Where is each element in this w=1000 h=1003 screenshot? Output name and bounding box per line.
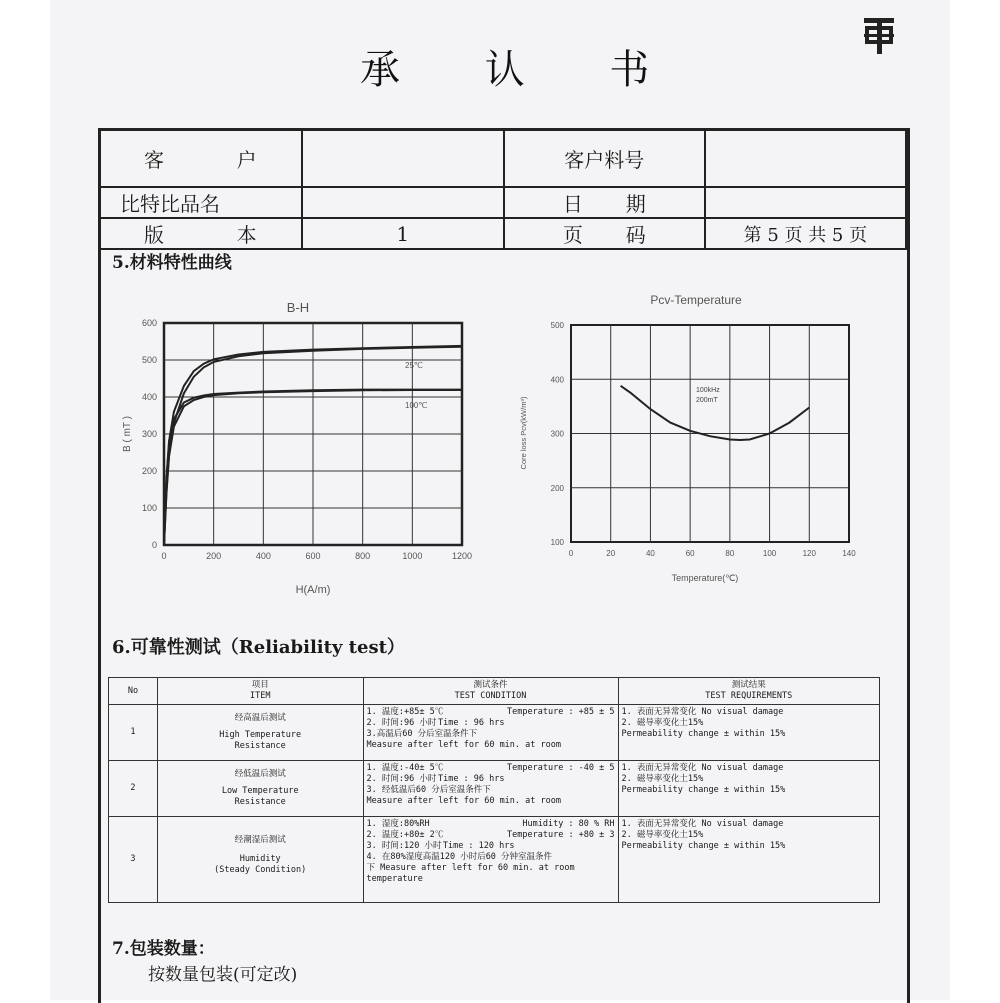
row-item: 经高温后测试 High Temperature Resistance (157, 705, 363, 761)
bh-x-axis-label: H(A/m) (295, 584, 331, 596)
header-item: 项目 ITEM (157, 678, 363, 705)
section-7-title: 7.包装数量： (112, 939, 215, 959)
pcv-chart-title: Pcv-Temperature (650, 293, 742, 307)
x-tick-label: 80 (725, 549, 735, 558)
row-no: 3 (109, 817, 158, 903)
reliability-table (108, 677, 880, 903)
pcv-grid (571, 325, 849, 542)
pcv-annotation-freq: 100kHz (696, 387, 720, 394)
row-item: 经潮湿后测试 Humidity (Steady Condition) (157, 817, 363, 903)
y-tick-label: 300 (550, 429, 564, 439)
bh-chart-title: B-H (286, 300, 310, 315)
table-row (109, 705, 880, 761)
bh-x-ticks (161, 551, 472, 561)
header-requirements: 测试结果 TEST REQUIREMENTS (618, 678, 880, 705)
customer-label: 客 户 (99, 129, 302, 187)
y-tick-label: 500 (141, 355, 157, 365)
customer-part-value (705, 129, 906, 187)
x-tick-label: 140 (842, 549, 856, 558)
header-table (98, 128, 907, 250)
row-no: 2 (109, 761, 158, 817)
section-5-title: 5.材料特性曲线 (112, 253, 232, 273)
x-tick-label: 0 (161, 551, 167, 561)
pcv-annotation-flux: 200mT (696, 397, 718, 404)
customer-value (302, 129, 504, 187)
y-tick-label: 400 (550, 375, 564, 385)
section-6-title: 6.可靠性测试（Reliability test） (112, 637, 405, 658)
x-tick-label: 40 (645, 549, 655, 558)
x-tick-label: 1000 (402, 551, 423, 561)
x-tick-label: 800 (355, 551, 371, 561)
pcv-chart (510, 285, 870, 595)
row-condition: 1. 湿度:80%RH Humidity : 80 % RH 2. 温度:+80± 2℃ Temperature : +80 ± 3 3. 时间:120 小时 Time : 120 hrs 4. 在80%湿度高温120 小时后60 分钟室温条件 下 Measure after left for 60 min. at room temperature (363, 817, 618, 903)
row-condition: 1. 温度:+85± 5℃ Temperature : +85 ± 5 2. 时间:96 小时 Time : 96 hrs 3.高温后60 分后室温条件下 Measure after left for 60 min. at room (363, 705, 618, 761)
header-condition: 测试条件 TEST CONDITION (363, 678, 618, 705)
version-value: 1 (302, 218, 504, 249)
customer-part-label: 客户料号 (504, 129, 705, 187)
row-item: 经低温后测试 Low Temperature Resistance (157, 761, 363, 817)
x-tick-label: 600 (305, 551, 321, 561)
version-label: 版 本 (99, 218, 302, 249)
x-tick-label: 0 (568, 549, 574, 558)
x-tick-label: 1200 (451, 551, 473, 561)
table-row (109, 761, 880, 817)
bitebi-part-value (302, 187, 504, 218)
y-tick-label: 400 (141, 392, 157, 402)
row-no: 1 (109, 705, 158, 761)
row-condition: 1. 温度:-40± 5℃ Temperature : -40 ± 5 2. 时间:96 小时 Time : 96 hrs 3. 经低温后60 分后室温条件下 Measure after left for 60 min. at room (363, 761, 618, 817)
pcv-x-ticks (569, 549, 856, 558)
page-value: 第 5 页 共 5 页 (705, 218, 906, 249)
x-tick-label: 400 (255, 551, 271, 561)
x-tick-label: 60 (685, 549, 695, 558)
table-row (109, 817, 880, 903)
date-label: 日 期 (504, 187, 705, 218)
row-requirement: 1. 表面无异常变化 No visual damage 2. 磁导率变化土15% Permeability change ± within 15% (618, 817, 880, 903)
document-title: 承 认 书 (360, 47, 686, 93)
x-tick-label: 200 (206, 551, 222, 561)
y-tick-label: 300 (141, 429, 157, 439)
date-value (705, 187, 906, 218)
y-tick-label: 600 (141, 318, 157, 328)
page-label: 页 码 (504, 218, 705, 249)
header-no: No (109, 678, 158, 705)
y-tick-label: 100 (550, 538, 564, 547)
x-tick-label: 120 (802, 549, 816, 558)
bh-y-axis-label: B ( mT ) (122, 416, 133, 452)
bh-grid (164, 323, 462, 545)
pcv-y-ticks (551, 321, 565, 547)
y-tick-label: 200 (141, 466, 157, 476)
row-requirement: 1. 表面无异常变化 No visual damage 2. 磁导率变化土15% Permeability change ± within 15% (618, 705, 880, 761)
company-logo-icon (862, 14, 896, 56)
y-tick-label: 500 (550, 321, 564, 330)
bitebi-part-label: 比特比品名 (99, 187, 302, 218)
row-requirement: 1. 表面无异常变化 No visual damage 2. 磁导率变化土15% Permeability change ± within 15% (618, 761, 880, 817)
y-tick-label: 0 (151, 540, 157, 550)
bh-y-ticks (142, 318, 157, 550)
y-tick-label: 100 (141, 503, 157, 513)
bh-label-100c: 100℃ (405, 401, 428, 410)
packing-note: 按数量包装(可定改) (148, 965, 298, 985)
pcv-x-axis-label: Temperature(℃) (671, 573, 739, 583)
reliability-header-row (109, 678, 880, 705)
pcv-y-axis-label: Core loss Pcv(kW/m³) (519, 396, 528, 470)
x-tick-label: 20 (606, 549, 616, 558)
y-tick-label: 200 (550, 483, 564, 493)
x-tick-label: 100 (762, 549, 777, 558)
bh-chart (115, 290, 475, 600)
bh-label-25c: 25℃ (405, 361, 423, 370)
